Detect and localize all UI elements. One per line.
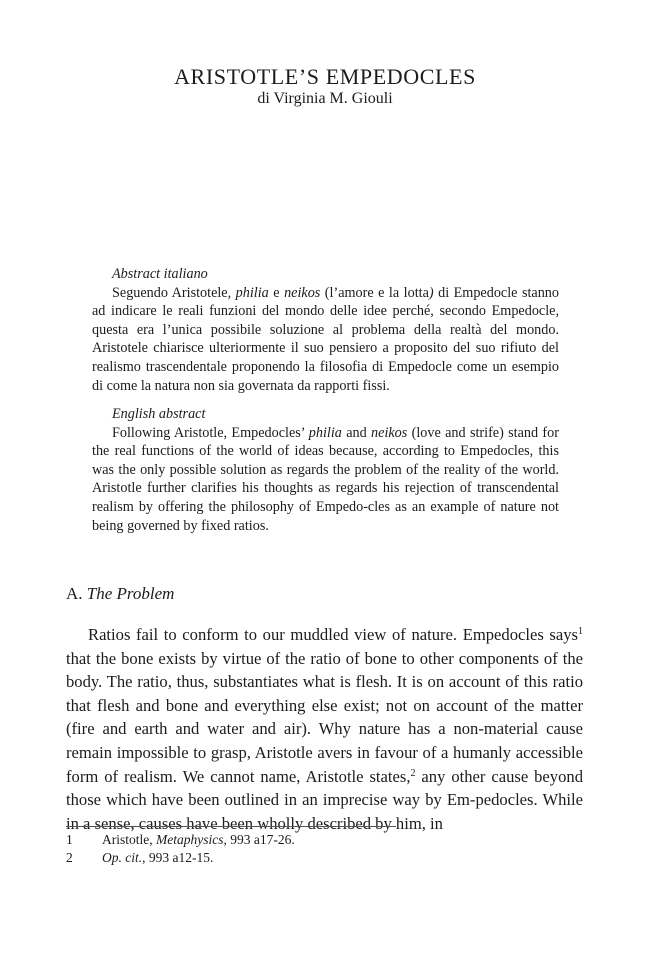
text-run: di Empedocle stanno ad indicare le reali funzioni del mondo delle idee perché, secondo Empedocle, questa era l’unica possibile soluzione al problema della realtà del mondo. Aristotele chiarisce ulteriormente il suo pensiero a proposito del suo rifiuto del realismo trascendentale proponendo la filosofia di Empedocle come un esempio di come la natura non sia governata da rapporti fissi. xyxy=(92,284,559,394)
body-paragraph xyxy=(66,623,583,835)
text-run: (love and strife) stand for the real functions of the world of ideas because, according to Empedocles, this was the only possible solution as regards the problem of the reality of the world. Aristotle further clarifies his thoughts as regards his rejection of transcendental realism by offering the philosophy of Empedo-cles as an example of nature not being governed by fixed ratios. xyxy=(92,424,559,534)
text-run: (l’amore e la lotta xyxy=(320,284,429,301)
text-run: ) xyxy=(428,284,434,301)
text-run: e xyxy=(268,284,285,301)
footnote-ref[interactable]: 2 xyxy=(410,767,416,779)
abstract-italian xyxy=(92,265,559,395)
text-run: , 993 a17-26. xyxy=(223,832,295,847)
text-run: and xyxy=(341,424,372,441)
abstract-italian-heading: Abstract italiano xyxy=(112,266,208,282)
abstract-italian-text xyxy=(92,284,559,396)
work-title: Metaphysics xyxy=(156,832,224,847)
footnote-divider xyxy=(66,826,396,827)
text-run: , 993 a12-15. xyxy=(142,850,214,865)
footnote-text xyxy=(102,831,295,849)
abstract-english-text xyxy=(92,424,559,536)
article-author: di Virginia M. Giouli xyxy=(257,90,393,107)
term-philia: philia xyxy=(235,284,269,301)
text-run: Following Aristotle, Empedocles’ xyxy=(112,424,309,441)
term-philia: philia xyxy=(308,424,342,441)
section-name: The Problem xyxy=(86,584,175,603)
section-number: A. xyxy=(66,584,83,603)
article-title: ARISTOTLE’S EMPEDOCLES xyxy=(174,64,476,89)
text-run: Seguendo Aristotele, xyxy=(112,284,236,301)
footnote-number: 2 xyxy=(66,850,73,865)
term-neikos: neikos xyxy=(284,284,321,301)
text-run: that the bone exists by virtue of the ratio of bone to other components of the body. The ratio, thus, substantiates what is flesh. It is on account of this ratio that flesh and bone and everything else exist; not on account of the matter (fire and earth and water and air). Why nature has a non-material cause remain impossible to grasp, Aristotle avers in favour of a humanly accessible form of realism. We cannot name, Aristotle states, xyxy=(66,648,583,786)
term-neikos: neikos xyxy=(371,424,408,441)
section-heading xyxy=(66,584,174,604)
work-title: Op. cit. xyxy=(102,850,143,865)
footnote-number: 1 xyxy=(66,832,73,847)
footnote-item xyxy=(66,831,295,849)
footnote-item xyxy=(66,849,295,867)
text-run: Ratios fail to conform to our muddled view of nature. Empedocles says xyxy=(88,625,578,644)
abstract-english xyxy=(92,405,559,535)
footnote-ref[interactable]: 1 xyxy=(578,626,583,637)
abstract-english-heading: English abstract xyxy=(112,406,206,422)
footnote-text xyxy=(102,849,213,867)
text-run: any other cause beyond those which have been outlined in an imprecise way by Em-pedocles. While in a sense, causes have been wholly described by him, in xyxy=(66,766,583,833)
footnotes xyxy=(66,831,295,867)
text-run: Aristotle, xyxy=(102,832,156,847)
